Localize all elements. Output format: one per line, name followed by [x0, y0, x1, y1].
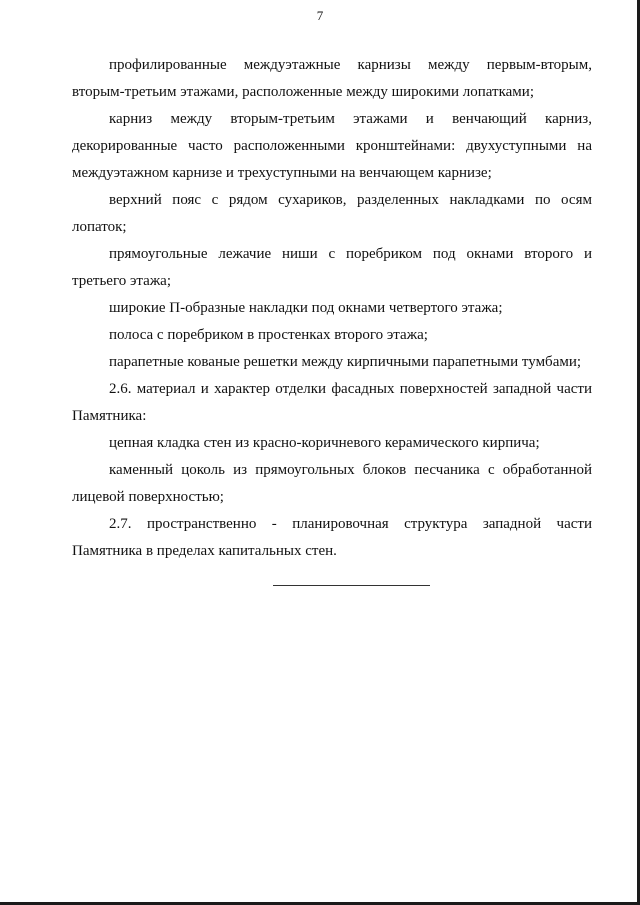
page-number: 7: [316, 8, 324, 23]
paragraph: верхний пояс с рядом сухариков, разделенных накладками по осям лопаток;: [72, 192, 592, 235]
paragraph: широкие П-образные накладки под окнами четвертого этажа;: [109, 300, 503, 316]
section-heading-2-6: 2.6. материал и характер отделки фасадных поверхностей западной части Памятника:: [72, 381, 592, 424]
paragraph: полоса с поребриком в простенках второго этажа;: [109, 327, 428, 343]
paragraph: прямоугольные лежачие ниши с поребриком под окнами второго и третьего этажа;: [72, 246, 592, 289]
end-separator-line: [273, 585, 430, 586]
paragraph: каменный цоколь из прямоугольных блоков песчаника с обработанной лицевой поверхностью;: [72, 462, 592, 505]
paragraph: парапетные кованые решетки между кирпичными парапетными тумбами;: [109, 354, 582, 370]
paragraph: профилированные междуэтажные карнизы между первым-вторым, вторым-третьим этажами, расположенные между широкими лопатками;: [72, 57, 592, 100]
document-body: [72, 52, 592, 565]
paragraph: карниз между вторым-третьим этажами и венчающий карниз, декорированные часто расположенными кронштейнами: двухуступными на междуэтажном карнизе и трехуступными на венчающем карнизе;: [72, 111, 592, 181]
section-heading-2-7: 2.7. пространственно - планировочная структура западной части Памятника в пределах капитальных стен.: [72, 516, 592, 559]
paragraph: цепная кладка стен из красно-коричневого керамического кирпича;: [109, 435, 540, 451]
